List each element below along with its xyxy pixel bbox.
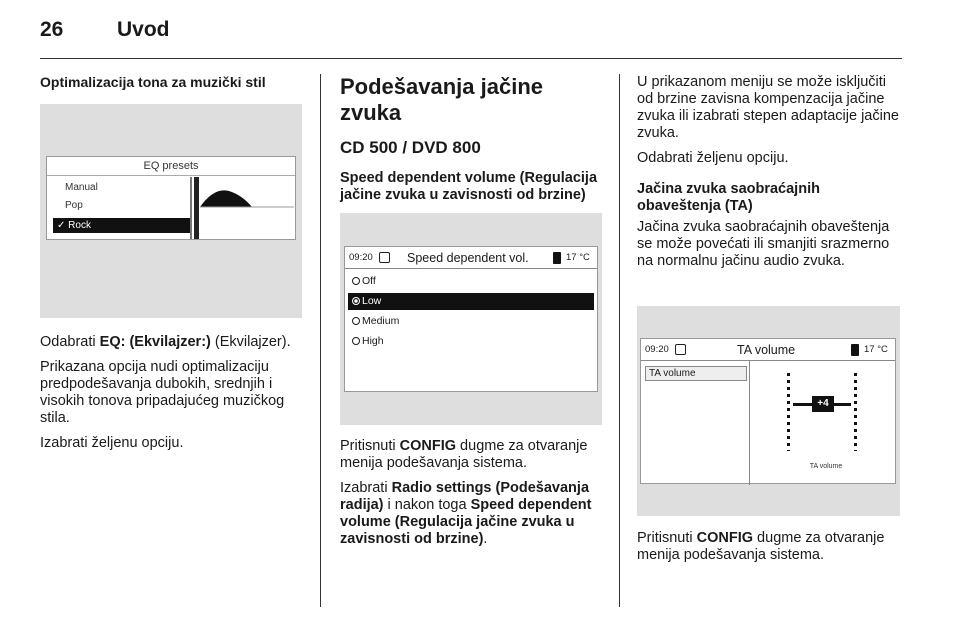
paragraph-ta-description: Jačina zvuka saobraćajnih obaveštenja se može povećati ili smanjiti srazmerno na normalnu jačinu audio zvuka.: [637, 219, 890, 269]
eq-item-rock: [53, 218, 191, 233]
eq-title-rule: [47, 175, 295, 176]
menu-term-speed-volume: Speed dependent volume (Regulacija jačine zvuka u zavisnosti od brzine): [340, 497, 592, 547]
timer-icon: [379, 252, 390, 263]
screen-title: Speed dependent vol.: [407, 251, 529, 265]
ta-volume-heading: Jačina zvuka saobraćajnih obaveštenja (TA): [637, 181, 820, 214]
text: Pritisnuti: [340, 438, 400, 454]
model-subheading: CD 500 / DVD 800: [340, 138, 481, 157]
text: (Ekvilajzer).: [210, 334, 291, 350]
column-1: [40, 74, 302, 91]
check-icon: ✓: [57, 220, 66, 231]
header-rule: [40, 58, 902, 59]
option-label: High: [362, 335, 384, 347]
option-label: Low: [362, 295, 382, 307]
button-term-config: CONFIG: [696, 530, 754, 546]
eq-curve-graphic: [194, 177, 294, 239]
text: dugme za otvaranje menija podešavanja sistema.: [637, 530, 885, 563]
section-heading-eq: Optimalizacija tona za muzički stil: [40, 74, 266, 90]
column-divider-1: [320, 74, 321, 607]
text: dugme za otvaranje menija podešavanja sistema.: [340, 438, 588, 471]
eq-screen-title: EQ presets: [143, 160, 199, 172]
button-term-config: CONFIG: [399, 438, 457, 454]
radio-on-icon: [352, 297, 360, 305]
paragraph-press-config: [637, 530, 903, 564]
menu-term-radio-settings: Radio settings (Podešavanja radija): [340, 480, 590, 513]
temperature: 17 °C: [566, 252, 590, 263]
clock-time: 09:20: [349, 252, 373, 263]
phone-icon: [851, 344, 859, 356]
column-2-body: [340, 438, 605, 556]
device-header: [641, 339, 895, 361]
column-2: [340, 74, 605, 208]
option-high: [348, 333, 594, 350]
menu-term-eq: EQ: (Ekvilajzer:): [99, 334, 211, 350]
option-medium: [348, 313, 594, 330]
level-value: +4: [812, 396, 834, 412]
text: Odabrati: [40, 334, 100, 350]
eq-item-rock-label: Rock: [68, 220, 91, 231]
paragraph-select-radio-settings: [340, 480, 605, 548]
text: Pritisnuti: [637, 530, 697, 546]
column-divider-2: [619, 74, 620, 607]
speed-volume-screen: [344, 246, 598, 392]
scale-left-dots: [787, 373, 790, 451]
text: Izabrati: [340, 480, 392, 496]
column-1-body: [40, 334, 302, 460]
paragraph-select-option: Izabrati željenu opciju.: [40, 435, 184, 451]
option-low: [348, 293, 594, 310]
eq-presets-screenshot: [40, 104, 302, 318]
paragraph-press-config: [340, 438, 605, 472]
page-number: 26: [40, 18, 64, 41]
paragraph-speed-volume-description: U prikazanom meniju se može isključiti od brzine zavisna kompenzacija jačine zvuka ili izabrati stepen adaptacije jačine zvuka.: [637, 74, 899, 141]
level-caption: TA volume: [809, 463, 843, 470]
radio-off-icon: [352, 277, 360, 285]
column-3-body: [637, 530, 903, 572]
option-label: Off: [362, 275, 376, 287]
ta-volume-screenshot: [637, 306, 900, 516]
scale-right-dots: [854, 373, 857, 451]
paragraph-eq-description: Prikazana opcija nudi optimalizaciju predpodešavanja dubokih, srednjih i visokih tonova pripadajućeg muzičkog stila.: [40, 359, 285, 426]
option-label: Medium: [362, 315, 400, 327]
speed-volume-screenshot: [340, 213, 602, 425]
eq-list-divider: [190, 177, 192, 239]
eq-screen: [46, 156, 296, 240]
radio-off-icon: [352, 337, 360, 345]
ta-volume-screen: [640, 338, 896, 484]
text: i nakon toga: [383, 497, 471, 513]
paragraph-select-option: Odabrati željenu opciju.: [637, 150, 789, 166]
speed-volume-heading: Speed dependent volume (Regulacija jačine zvuka u zavisnosti od brzine): [340, 170, 598, 203]
device-header: [345, 247, 597, 269]
screen-title: TA volume: [737, 343, 796, 357]
timer-icon: [675, 344, 686, 355]
clock-time: 09:20: [645, 344, 669, 355]
text: .: [483, 531, 488, 547]
temperature: 17 °C: [864, 344, 888, 355]
phone-icon: [553, 252, 561, 264]
page-title: Uvod: [117, 18, 170, 41]
column-3: [637, 74, 903, 278]
eq-item-pop: Pop: [65, 200, 83, 211]
paragraph-select-eq: [40, 334, 302, 351]
option-off: [348, 273, 594, 290]
ta-menu-item: TA volume: [645, 366, 747, 381]
section-heading-volume: Podešavanja jačine zvuka: [340, 74, 543, 125]
radio-off-icon: [352, 317, 360, 325]
ta-panel-divider: [749, 361, 750, 485]
eq-item-manual: Manual: [65, 182, 98, 193]
